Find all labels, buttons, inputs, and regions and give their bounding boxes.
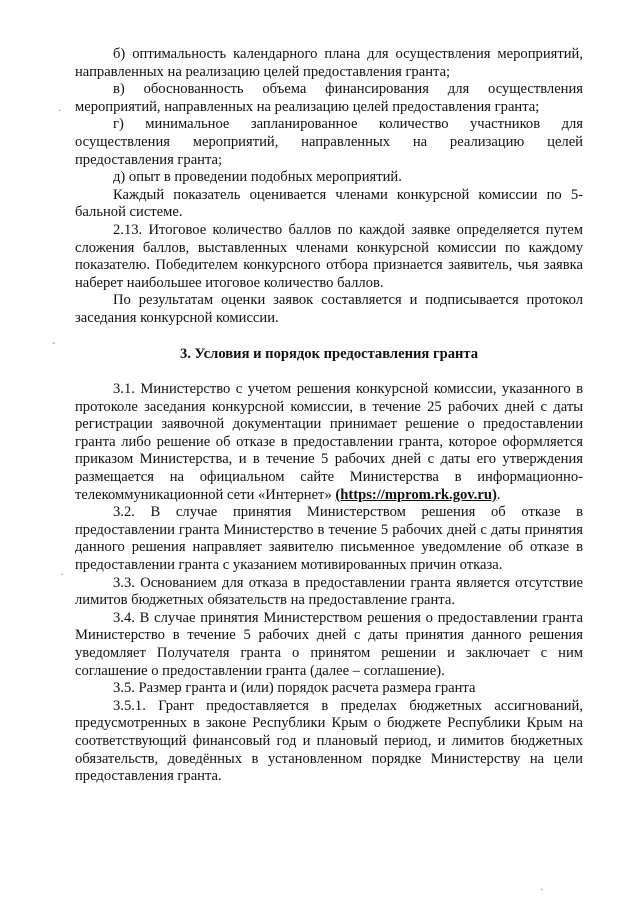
clause-3-2: 3.2. В случае принятия Министерством решения об отказе в предоставлении гранта Министерство в течение 5 рабочих дней с даты принятия данного решения направляет заявителю письменное уведомление об отказе в предоставлении гранта с указанием мотивированных причин отказа. [75, 504, 583, 574]
clause-3-1-text: 3.1. Министерство с учетом решения конкурсной комиссии, указанного в протоколе заседания конкурсной комиссии, в течение 25 рабочих дней с даты регистрации заявочной документации принимает решение о предоставлении гранта либо решение об отказе в предоставлении гранта, которое оформляется приказом Министерства, и в течение 5 рабочих дней с даты его утверждения размещается на официальном сайте Министерства в информационно-телекоммуникационной сети «Интернет» [75, 381, 583, 503]
scan-dot: - [52, 338, 56, 349]
scoring-note: Каждый показатель оценивается членами конкурсной комиссии по 5-бальной системе. [75, 186, 583, 221]
criterion-v: в) обоснованность объема финансирования для осуществления мероприятий, направленных на реализацию целей предоставления гранта; [75, 81, 583, 115]
website-link[interactable]: (https://mprom.rk.gov.ru) [335, 486, 497, 503]
section-heading: 3. Условия и порядок предоставления гранта [179, 345, 479, 362]
scan-dot: · [58, 106, 62, 117]
clause-3-5: 3.5. Размер гранта и (или) порядок расчета размера гранта [113, 680, 476, 697]
scan-dot: · [540, 885, 544, 896]
document-page [75, 46, 583, 786]
criterion-g: г) минимальное запланированное количество участников для осуществления мероприятий, направленных на реализацию целей предоставления гранта; [75, 116, 583, 168]
clause-3-3: 3.3. Основанием для отказа в предоставлении гранта является отсутствие лимитов бюджетных обязательств на предоставление гранта. [75, 574, 583, 609]
clause-3-4: 3.4. В случае принятия Министерством решения о предоставлении гранта Министерство в течение 5 рабочих дней с даты принятия данного решения уведомляет Получателя гранта о принятом решении и заключает с ним соглашение о предоставлении гранта (далее – соглашение). [75, 609, 583, 679]
clause-3-1 [75, 381, 583, 504]
protocol-note: По результатам оценки заявок составляется и подписывается протокол заседания конкурсной комиссии. [75, 292, 583, 326]
clause-2-13: 2.13. Итоговое количество баллов по каждой заявке определяется путем сложения баллов, выставленных членами конкурсной комиссии по каждому показателю. Победителем конкурсного отбора признается заявитель, чья заявка наберет наибольшее итоговое количество баллов. [75, 221, 583, 291]
criterion-d: д) опыт в проведении подобных мероприятий. [113, 169, 402, 186]
clause-3-1-end: . [496, 486, 501, 503]
criterion-b: б) оптимальность календарного плана для осуществления мероприятий, направленных на реализацию целей предоставления гранта; [75, 46, 583, 80]
clause-3-5-1: 3.5.1. Грант предоставляется в пределах бюджетных ассигнований, предусмотренных в законе Республики Крым о бюджете Республики Крым на соответствующий финансовый год и плановый период, и лимитов бюджетных обязательств, доведённых в установленном порядке Министерству на цели предоставления гранта. [75, 697, 583, 785]
scan-dot: · [60, 570, 64, 581]
